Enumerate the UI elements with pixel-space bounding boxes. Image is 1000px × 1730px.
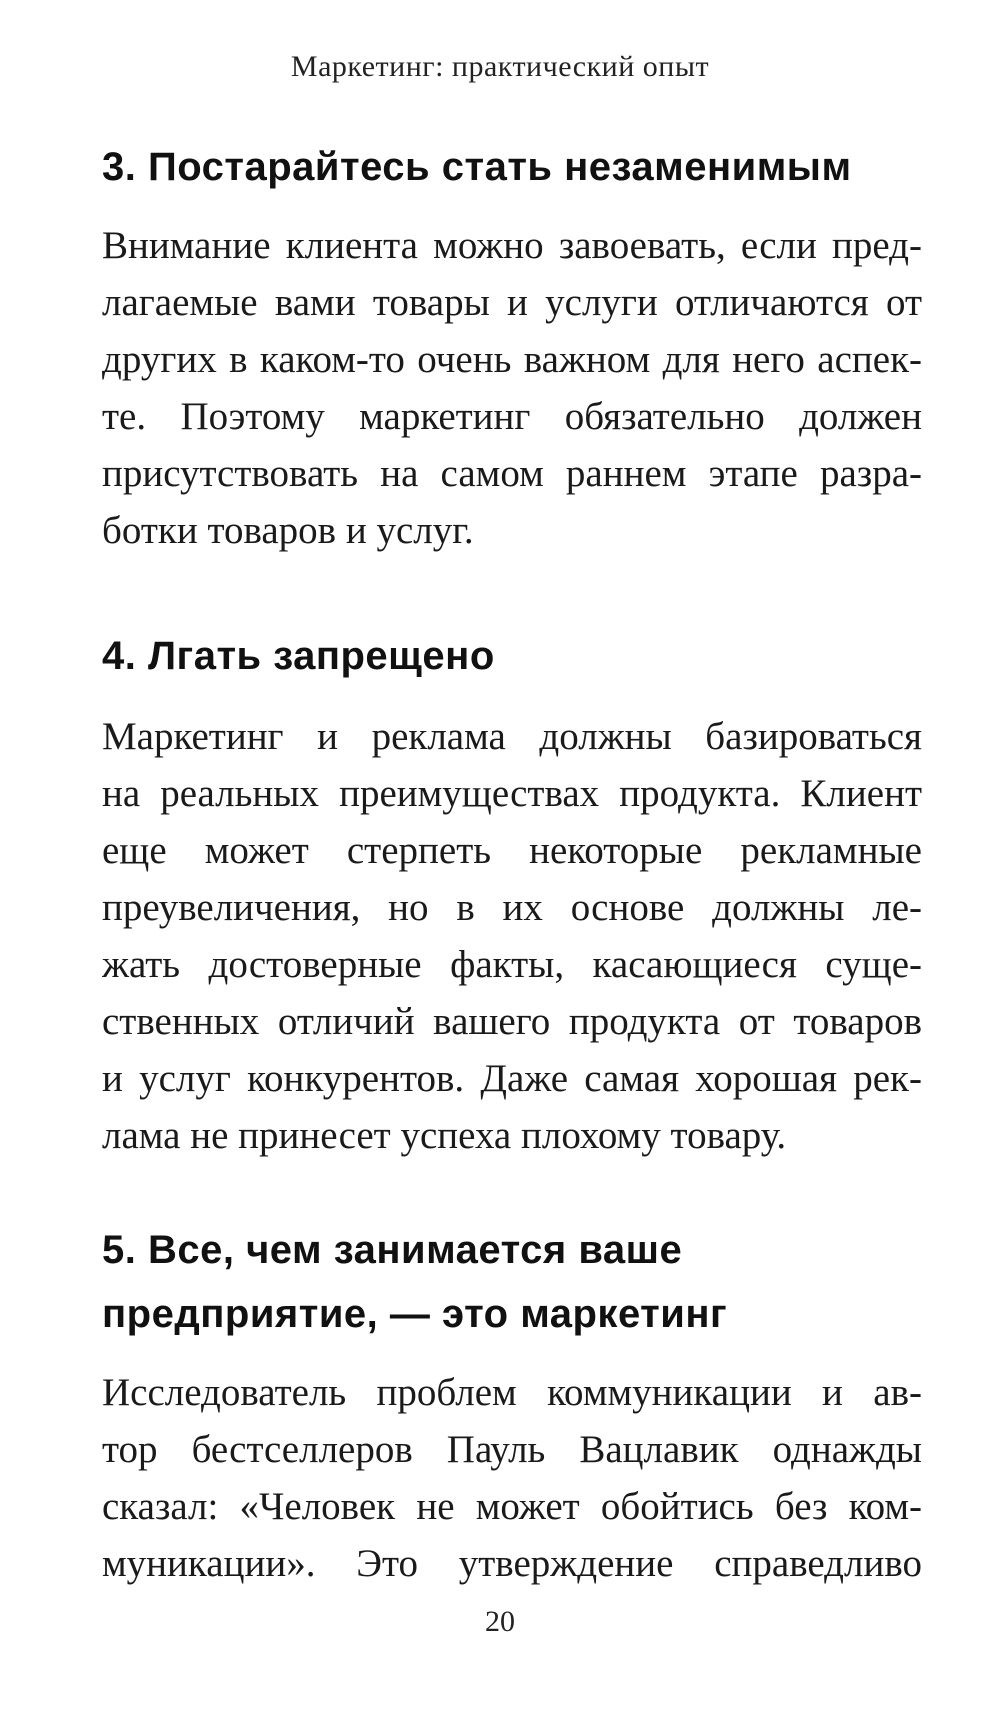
body-line: на реальных преимуществах продукта. Клиент bbox=[102, 772, 922, 815]
section-4 bbox=[102, 624, 922, 1164]
body-line: Маркетинг и реклама должны базироваться bbox=[102, 715, 922, 758]
section-5-title-line: 5. Все, чем занимается ваше bbox=[102, 1228, 683, 1272]
body-line: муникации». Это утверждение справедливо bbox=[102, 1542, 922, 1585]
section-5-body bbox=[102, 1364, 922, 1592]
body-line: жать достоверные факты, касающиеся суще- bbox=[102, 943, 922, 986]
running-head: Маркетинг: практический опыт bbox=[290, 50, 710, 83]
body-line: Исследователь проблем коммуникации и ав- bbox=[102, 1371, 922, 1414]
body-line: присутствовать на самом раннем этапе разра- bbox=[102, 452, 922, 495]
body-line: лагаемые вами товары и услуги отличаются от bbox=[102, 281, 922, 324]
section-5-title bbox=[102, 1218, 922, 1346]
section-5-title-line: предприятие, — это маркетинг bbox=[102, 1292, 728, 1336]
body-line: преувеличения, но в их основе должны ле- bbox=[102, 886, 922, 929]
body-line: те. Поэтому маркетинг обязательно должен bbox=[102, 395, 922, 438]
section-5 bbox=[102, 1218, 922, 1592]
body-line: еще может стерпеть некоторые рекламные bbox=[102, 829, 922, 872]
section-4-body bbox=[102, 708, 922, 1164]
page-number: 20 bbox=[485, 1605, 515, 1638]
body-line: и услуг конкурентов. Даже самая хорошая рек- bbox=[102, 1057, 922, 1100]
body-line: Внимание клиента можно завоевать, если пред- bbox=[102, 224, 922, 267]
body-line: других в каком-то очень важном для него аспек- bbox=[102, 338, 922, 381]
body-line: сказал: «Человек не может обойтись без ком- bbox=[102, 1485, 922, 1528]
body-line: тор бестселлеров Пауль Вацлавик однажды bbox=[102, 1428, 922, 1471]
body-line: лама не принесет успеха плохому товару. bbox=[102, 1114, 787, 1157]
section-4-title: 4. Лгать запрещено bbox=[102, 634, 495, 678]
section-3-title: 3. Постарайтесь стать незаменимым bbox=[102, 145, 852, 189]
section-3-body bbox=[102, 217, 922, 559]
body-line: ственных отличий вашего продукта от товаров bbox=[102, 1000, 922, 1043]
section-3 bbox=[102, 135, 922, 559]
body-line: ботки товаров и услуг. bbox=[102, 509, 474, 552]
